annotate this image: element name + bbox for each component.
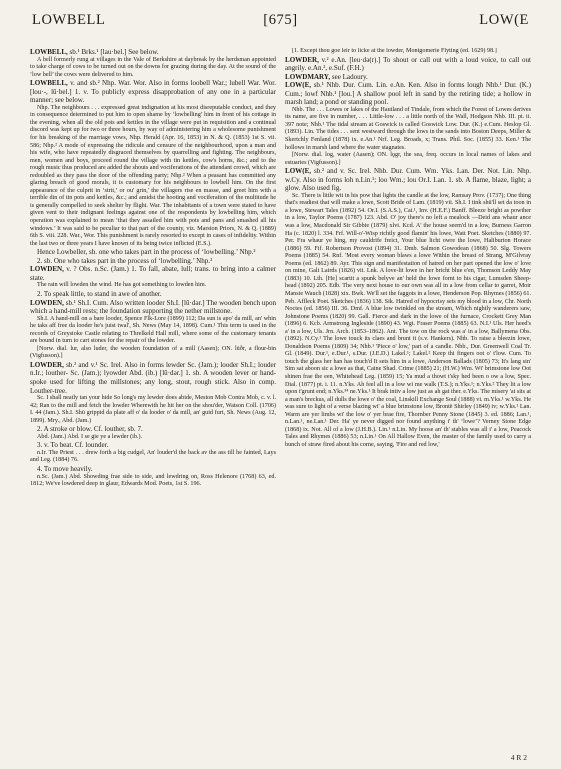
citation-paragraph: Nhp. The neighbours . . . expressed great indignation at his most disreputable conduct, and they in consequence determined to put him to open shame by ‘lowbelling’ him in front of his cottage in the evening, when all the old pots and kettles in the village were put in requisition and a continual discord was kept up for two or three hours, by way of administering him a wholesome punishment for his breaking of the marriage vows, Nhp. Herald (Apr. 16, 1853) in N. & Q. (1853) 1st S. vii. 586; Nhp.² A mode of expressing the ridicule and censure of the neighbourhood, upon a man and his wife, who have repeatedly disgraced themselves by quarrelling and fighting. The neighbours, men, women and boys, proceed round the village with tin kettles, cow's horns, &c.; and to the rough music thus produced are added the shouts and vociferations of the attendant crowd, which are redoubled as they pass the door of the offending party; Nhp.² When a peasant has committed any glaring breach of good morals, it is customary for his neighbours to lowbell him. On the first appearance of the culprit in ‘strit,’ or ou' grin,' the villagers rise en masse, and greet him with a terrible din of tin pots and kettles, &c.; and amidst the hooting and vociferation of the multitude he is generally compelled to seek shelter by flight. War. The inhabitants of a town were stated to have given vent to their indignant feelings against one of the respondents by lowbelling him, which operation was explained to mean ‘that they assailed him with pots and pans and smashed all his windows.’ It was said to be peculiar to that part of the county, viz. Marston Priors, N. & Q. (1889) 6th S. viii. 228. War., Wor. This punishment is rarely resorted to except in cases of infidelity. Within the last two or three years I have known of its being twice inflicted (E.S.). — [30, 104, 276, 247]
citation-paragraph: n.Sc. (Jam.) Abd. Showding frae side to side, and lewdring on, Ross Helenore (1768) 63, ed. 1812; We've lowdered deep in glaur, Edwards Mod. Poets, 1st S. 196. — [30, 473, 276, 488]
headword: LOW(E, — [285, 167, 312, 176]
sense-paragraph: 2. To speak little, to stand in awe of another. — [37, 289, 162, 298]
entry-paragraph: LOWDMARY, see Ladoury. — [285, 72, 368, 81]
left-column — [30, 48, 276, 754]
headword: LOWDER, — [285, 55, 319, 64]
sense-paragraph: 3. v. To beat. Cf. lounder. — [37, 441, 109, 450]
citation-paragraph: The rain will lowden the wind. He has got something to lowden him. — [37, 282, 207, 289]
citation-paragraph: Sc. I shall neatly tan your hide So long's my lewder does abide, Meston Mob Contra Mob, c. v. l. 42; Ran to the mill and fetch the lowder Wherewith he hit her on the shou'der, Watson Coll. (1706) I. 44 (Jam.). Sh.I. Shū grippid da plate aff o' da looder o' da mill, an' guid furt, Sh. News (Aug. 12, 1899). Mry., Abd. (Jam.) — [30, 395, 276, 424]
entry-paragraph: LOWDEN, v. ? Obs. n.Sc. (Jam.) 1. To fall, abate, lull; trans. to bring into a calmer state. — [30, 265, 276, 282]
entry-paragraph: LOWBELL, v. and sb.² Nhp. War. Wor. Also in forms loobell War.; lubell War. Wor. [lou·-, lū·bel.] 1. v. To publicly express disapprobation of any one in a particular manner; see below. — [30, 79, 276, 105]
headword: LOWDEN, — [30, 265, 64, 274]
citation-paragraph: [1. Except thou goe leir to licke at the lowder, Montgomerie Flyting (ed. 1629) 98.] — [292, 48, 497, 54]
citation-paragraph: Sh.I. A hand-mill on a bare looder, Spence Flk-Lore (1899) 112; Da sun is apo' da mill, an' whin he taks aff free da looder he's juist twal', Sh. News (May 14, 1898). Cum.¹ This term is used in the records of Greystoke Castle relating to Threlkeld Hall mill, where some of the customary tenants are bound in turn to cart stones for the repair of the lowder. — [30, 315, 276, 345]
header-right-catchword: LOW(E — [479, 12, 529, 28]
entry-paragraph: LOW(E, sb.¹ Nhb. Dur. Cum. Lin. e.An. Ken. Also in forms lough Nhb.¹ Dur. (K.) Cum.; lowf Nhb.¹ [lou.] A shallow pool left in sand by the retiring tide; a hollow in marsh land; a pond or standing pool. — [285, 81, 531, 107]
headword: LOWBELL, — [30, 48, 68, 56]
entry-paragraph: LOWDEN, sb.¹ Sh.I. Cum. Also written looder Sh.I. [lū·dər.] The wooden bench upon which a hand-mill rests; the foundation supporting the nether millstone. — [30, 298, 276, 316]
right-column — [285, 48, 531, 754]
headword: LOWDER, — [30, 360, 64, 369]
citation-paragraph: [Norw. dial. log, water (Aasen); ON. lǫgr, the sea, freq. occurs in local names of lakes and estuaries (Vigfusson).] — [285, 152, 531, 166]
page-number: [675] — [263, 12, 298, 28]
citation-paragraph: Nhb. The . . . Lowes or lakes of the Hautland of Tindale, from which the Forest of Lowes derives its name, are five in number, . . . Little-low . . . a little north of the Wall, Hodgson Nhb. III. pt. ii. 397 note; Nhb.¹ The tidal stream at Goswick is called Goswick Low. Dur. (K.) e.Cum. Heslop Gl. (1893). Lin. The tides . . . sent westward through the lows in the sands into Boston Deeps, Miller & Skertchly Fenland (1878) ix. e.An.¹ Nrf. Leg. Broads, x; Trans. Phil. Soc. (1855) 33. Ken.¹ The hollows in marsh land where the water stagnates. — [285, 106, 531, 151]
citation-paragraph: A bell formerly rung at villages in the Vale of Berkshire at daybreak by the herdsman appointed to take charge of cows to be turned out on the downs for grazing during the day. At the sound of the ‘low bell’ the cows were delivered to him. — [30, 56, 276, 78]
headword: LOWDMARY, — [285, 72, 331, 81]
headword: LOW(E, — [285, 81, 312, 90]
sense-paragraph: 2. sb. One who takes part in the process of ‘lowbelling.’ Nhp.² — [37, 256, 213, 265]
entry-paragraph: LOWBELL, sb.¹ Brks.¹ [lau·bel.] See below. — [30, 48, 159, 56]
sense-paragraph: 4. To move heavily. — [37, 464, 93, 473]
citation-paragraph: [Norw. dial. lur, also luder, the wooden foundation of a mill (Aasen); ON. lūðr, a flour-bin (Vigfusson).] — [30, 345, 276, 360]
citation-paragraph: Sc. There is little wit in his pow that lights the candle at the low, Ramsay Prov. (1737); One thing that's readiest that will make a lowe, Scott Bride of Lam. (1819) vii. Sh.I. I tink shü'll set da toon in a lowe, Stewart Tales (1892) 54. Or.I. (S.A.S.), Cai.¹, Inv. (H.E.F.) Banff. Bleeze bright as powther in a low, Taylor Poems (1787) 123. Abd. O' joy there's no left a mealock —Deid ans whaur ance was a low, Macdonald Sir Gibbie (1879) xlvi. Kcd. A' the house seem'd in a low, Burness Garron Ha (c. 1820) l. 334. Frf. Will-o'-Wisp richtly good flamin' his lowe, Watt Poet. Sketches (1880) 97. Per. Fra whaur ye hing, my cauldrife freict, Your blue licht owre the lowe, Haliburton Horace (1886) 59. Fif. Robertson Provost (1894) 31. Dmb. Salmon Gowodean (1868) 50. Slg. Towers Poems (1885) 54. Rnf. 'Most every woman blaws a lowe Within the breast of Strang, M'Gilvray Poems (ed. 1862) 89. Ayr. This sign and manifestation of hatred on her part opened the low o' love on mine, Galt Lairds (1826) vii. Lnk. A love-lit lowe in her bricht blue e'en, Thomson Leddy May (1883) 10. Lth. [He] scartit a spunk belyve an' held the lowe fornt to his cigar, Lumsden Sheep-head (1892) 205. Edb. The very next house to our own was all in a low from cellar to garret, Moir Mansie Wauch (1828) xix. Bwk. We'll set the faggots in a lowe, Henderson Pop. Rhymes (1856) 61. Peb. Affleck Poet. Sketches (1836) 138. Sik. Hatred of hypocrisy sets my blood in a low, Chr. North Noctes (ed. 1856) III. 36. Dmf. A blue low twinkled on the stream, Which nightly wanderers saw, Johnstone Poems (1820) 99. Gall. Fierce and dark in the lowe of the furnace, Crockett Grey Man (1896) 6. Kcb. Armstrong Ingleside (1890) 43. Wgt. Fraser Poems (1885) 63. N.I.¹ Uls. Her heed's a' in a low, Uls. Jrn. Arch. (1853–1862). Ant. The tow on the rock was a' in a low, Ballymena Obs. (1892). N.Cy.¹ The lowe touck its claes and brunt it (s.v. Hankers). Nhb. To raise a bleezin lowe, Donaldson Poems (1809) 34; Nhb.¹ 'Piece o' low,' part of a candle. Nbb., Dur. Greenwell Coal Tr. Gl. (1849). Dur.¹, e.Dur.¹, s.Dur. (J.E.D.) Lakel.¹; Lakel.² Keep thi fingers oot o' t'low. Cum. To touch the glass her han has touch'd It sets him in a lowe, Anderson Ballads (1805) 73; It's lang sin' Sim sat aboon sic a lowe as that, Caine Shad. Crime (1885) 21; (H.W.) Wm. Wi' brimstone low Oot shinen frae the een, Whitehead Leg. (1859) 15; Ya mud a thowt t'sky hed been o ow a low, Spec. Dial. (1877) pt. i. 11. n.Yks. Ah feel all in a low wi me walk (T.S.); n.Yks.¹; n.Yks.² They lit a low upon t'grunt end; n.Yks.³⁴ ne.Yks.¹ It brak intiv a low just as ah gat ther. e.Yks. The misery 'at sits at a man's breckus, all dulls the lowe o' the coal, Linskill Exchange Soul (1888) vi. m.Yks.¹ w.Yks. He was sure to light of a verse blazing wi' a blue brimstone low, Brontë Shirley (1849) iv; w.Yks.¹ Lan. Warm are yer limbs wi' the low o' yer brae fire, Thornber Penny Stone (1845) 3. ed. 1886; Lan.¹, n.Lan.¹, ne.Lan.¹ Der. Ha' ye never digged nor found anything i' th' ‘lowe’? Verney Stone Edge (1868) ix. Not. All of a low (J.H.B.). Lin.¹ n.Lin. My hoose an' th' stables was all i' a low, Peacock Tales and Rhymes (1886) 53; n.Lin.¹ On All Hallow Even, the master of the family used to carry a bunch of straw fired about his corne, saying, 'Fire and red low,' — [285, 192, 531, 448]
entry-paragraph: LOW(E, sb.² and v. Sc. Irel. Nhb. Dur. Cum. Wm. Yks. Lan. Der. Not. Lin. Nhp. w.Cy. Also in forms loh n.Lin.¹; loo Wm.; lou Or.I. Lan. 1. sb. A flame, blaze, light; a glow. Also used fig. — [285, 167, 531, 193]
sense-paragraph: 2. A stroke or blow. Cf. louther, sb. 7. — [37, 425, 143, 434]
sense-paragraph: Hence Lowbeller, sb. one who takes part in the process of ‘lowbelling.’ Nhp.² — [37, 248, 256, 257]
signature-mark: 4 R 2 — [510, 753, 527, 762]
header-left-catchword: LOWBELL — [32, 12, 106, 28]
citation-paragraph: n.Ir. The Priest . . . drew forth a big cudgel, An' louder'd the back av the ass till he fainted, Lays and Leg. (1884) 76. — [30, 449, 276, 464]
citation-paragraph: Abd. (Jam.) Abd. I se gie ye a lewder (ib.). — [37, 433, 143, 440]
entry-paragraph: LOWDER, sb.² and v.¹ Sc. Irel. Also in forms lewder Sc. (Jam.); looder Sh.I.; louder n.Ir.; louther- Sc. (Jam.); lyowder Abd. (ib.) [lū·dər.] 1. sb. A wooden lever or hand-spoke used for lifting the millstones; any long, stout, rough stick. Also in comp. Louther-tree. — [30, 360, 276, 395]
headword: LOWDEN, — [30, 298, 64, 307]
page-header — [30, 12, 531, 34]
headword: LOWBELL, — [30, 79, 68, 88]
entry-paragraph: LOWDER, v.² e.An. [leu·də(r).] To shout or call out with a loud voice, to call out angrily. e.An.², e.Suf. (F.H.) — [285, 55, 531, 73]
